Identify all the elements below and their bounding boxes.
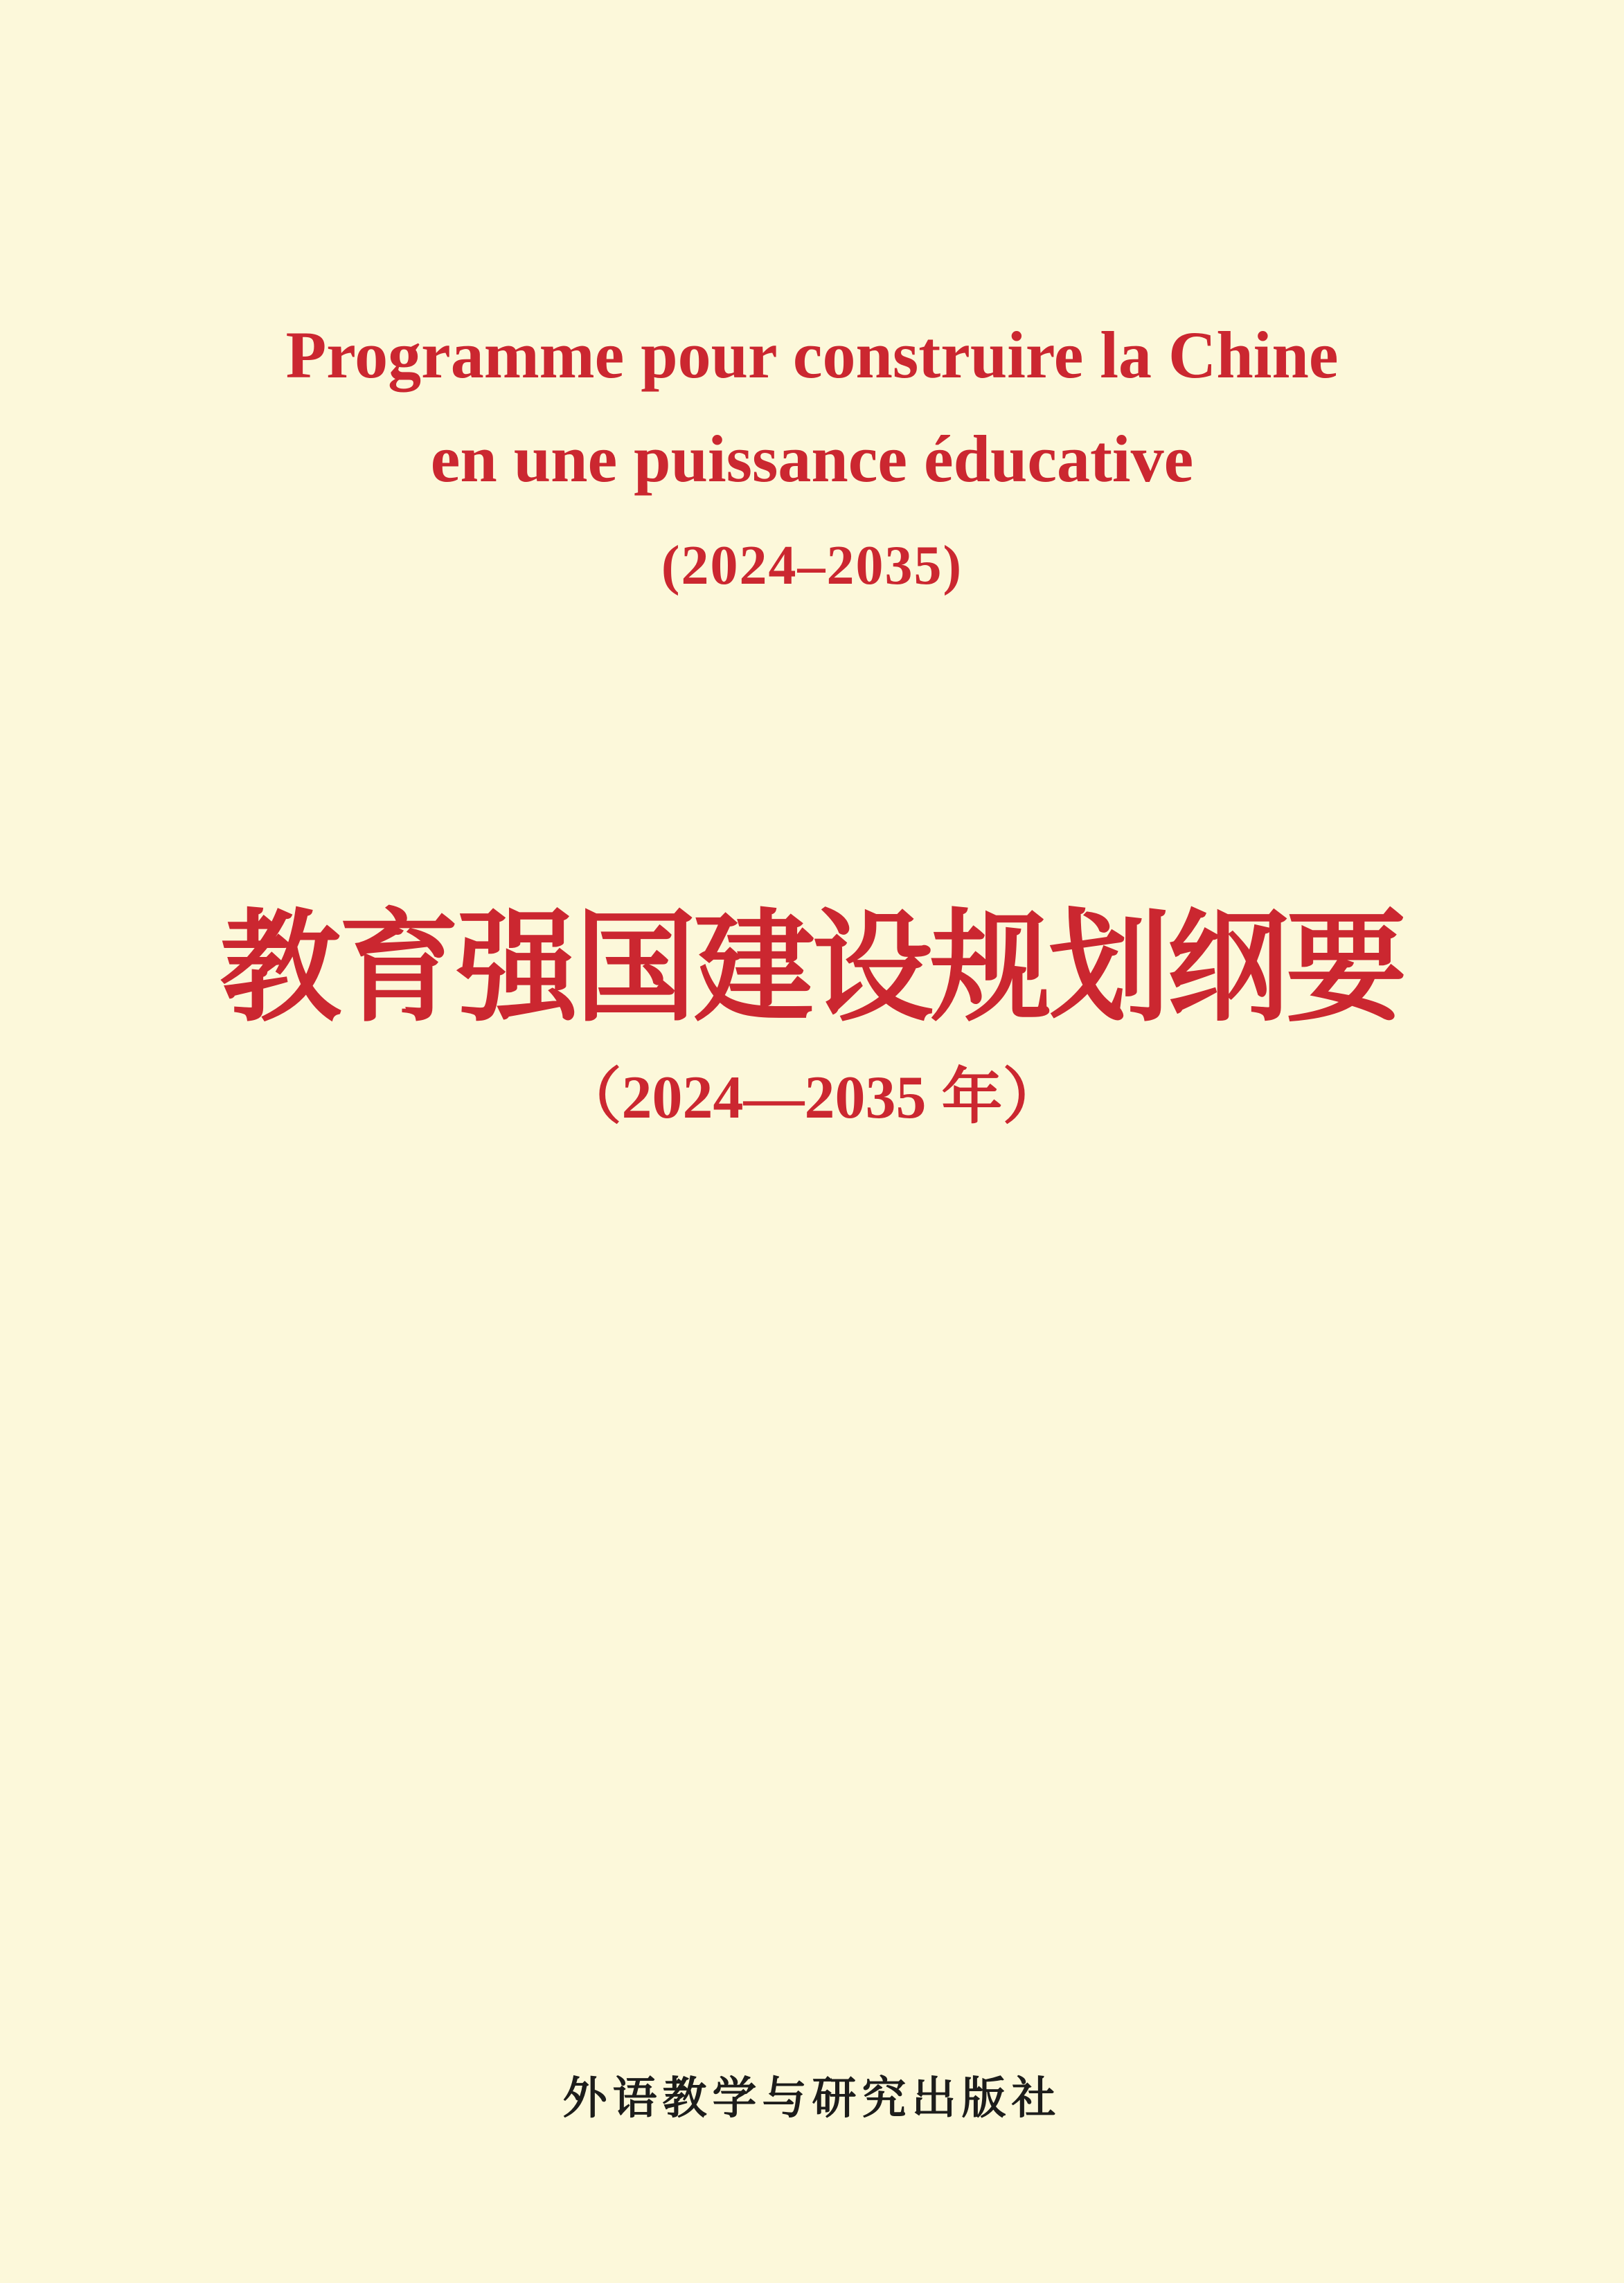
french-title-line1: Programme pour construire la Chine <box>285 318 1339 392</box>
chinese-title: 教育强国建设规划纲要 <box>220 902 1404 1036</box>
french-title-years: (2024–2035) <box>661 535 963 596</box>
publisher-name: 外语教学与研究出版社 <box>562 2073 1062 2123</box>
chinese-title-years: （2024—2035 年） <box>560 1064 1064 1131</box>
french-title-line2: en une puissance éducative <box>430 422 1194 496</box>
